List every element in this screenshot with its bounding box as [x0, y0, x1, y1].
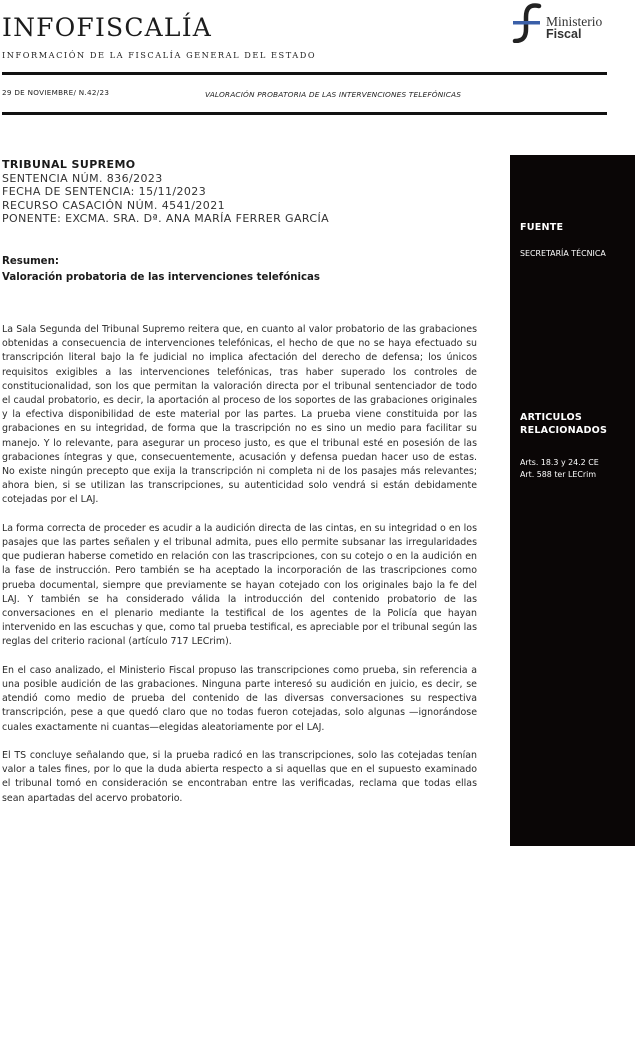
fiscal-swoosh-icon [511, 3, 545, 43]
body-paragraph: En el caso analizado, el Ministerio Fiscal propuso las transcripciones como prueba, sin referencia a una posible audición de las grabaciones. Ninguna parte interesó su audición en juicio, es decir, se atendió como medio de prueba del contenido de las diversas conversaciones su respectiva transcripción, pese a que quedó claro que no todas fueron cotejadas, solo algunas —ignorándose cuales exactamente ni cuantas—elegidas aleatoriamente por el LAJ. [2, 664, 477, 733]
header-divider-top [2, 72, 607, 75]
article-body [2, 323, 477, 820]
info-sidebar [510, 155, 635, 846]
sentence-date: FECHA DE SENTENCIA: 15/11/2023 [2, 185, 207, 199]
case-details [2, 158, 329, 226]
sentence-number: SENTENCIA NÚM. 836/2023 [2, 171, 163, 185]
appeal-number: RECURSO CASACIÓN NÚM. 4541/2021 [2, 198, 225, 212]
issue-date: 29 DE NOVIEMBRE/ N.42/23 [2, 88, 110, 97]
summary-text: Valoración probatoria de las intervenciones telefónicas [2, 272, 320, 283]
summary-label: Resumen: [2, 256, 59, 267]
header-divider-bottom [2, 112, 607, 115]
publication-subtitle: INFORMACIÓN DE LA FISCALÍA GENERAL DEL ESTADO [2, 50, 317, 60]
source-label: FUENTE [520, 222, 564, 233]
body-paragraph: La Sala Segunda del Tribunal Supremo reitera que, en cuanto al valor probatorio de las grabaciones obtenidas a consecuencia de intervenciones telefónicas, el hecho de que no se haya efectuado su transcripción literal bajo la fe judicial no implica afectación del derecho de defensa; los únicos requisitos exigibles a las intervenciones telefónicas, tras haber superado los controles de constitucionalidad, son los que permitan la valoración directa por el tribunal sentenciador de todo el caudal probatorio, es decir, la aportación al proceso de los soportes de las grabaciones originales y la efectiva disponibilidad de este material por las partes. La prueba viene constituida por las grabaciones en su integridad, de forma que la trascripción no es sino un medio para facilitar su manejo. Y lo relevante, para asegurar un proceso justo, es que el tribunal esté en posesión de las grabaciones íntegras y que, consecuentemente, acusación y defensa puedan hacer uso de estas. No existe ningún precepto que exija la transcripción ni completa ni de los pasajes más relevantes; ahora bien, si se utilizan las transcripciones, su autenticidad solo vendrá si están debidamente cotejadas por el LAJ. [2, 324, 477, 506]
ministerio-fiscal-logo [511, 3, 611, 43]
related-article: Arts. 18.3 y 24.2 CE [520, 458, 599, 467]
related-articles-label: ARTICULOS RELACIONADOS [520, 412, 608, 436]
logo-text-ministerio: Ministerio [546, 14, 603, 29]
rapporteur: PONENTE: EXCMA. SRA. Dª. ANA MARÍA FERRER GARCÍA [2, 212, 330, 226]
body-paragraph: La forma correcta de proceder es acudir a la audición directa de las cintas, en su integridad o en los pasajes que las partes señalen y el tribunal admita, pues ello permite subsanar las irregularidades que pudieran haberse cometido en relación con las trascripciones, con su cotejo o en la audición en la fase de instrucción. Pero también se ha aceptado la incorporación de las trascripciones como prueba documental, siempre que previamente se hayan cotejado con los originales bajo la fe del LAJ. Y también se ha considerado válida la introducción del contenido probatorio de las conversaciones en el plenario mediante la testifical de los agentes de la Policía que hayan intervenido en las escuchas y que, como tal prueba testifical, es apreciable por el tribunal según las reglas del criterio racional (artículo 717 LECrim). [2, 522, 477, 648]
related-article: Art. 588 ter LECrim [520, 470, 597, 479]
court-name: TRIBUNAL SUPREMO [2, 158, 136, 171]
body-paragraph: El TS concluye señalando que, si la prueba radicó en las transcripciones, solo las cotejadas tenían valor a tales fines, por lo que la duda abierta respecto a si aquellas que en el supuesto examinado el tribunal tomó en consideración se encontraban entre las verificadas, reclama que todas ellas sean apartadas del acervo probatorio. [2, 750, 477, 804]
issue-topic: VALORACIÓN PROBATORIA DE LAS INTERVENCIONES TELEFÓNICAS [205, 90, 462, 99]
publication-title: INFOFISCALÍA [2, 13, 213, 42]
source-value: SECRETARÍA TÉCNICA [520, 249, 606, 258]
logo-text-fiscal: Fiscal [546, 27, 582, 41]
